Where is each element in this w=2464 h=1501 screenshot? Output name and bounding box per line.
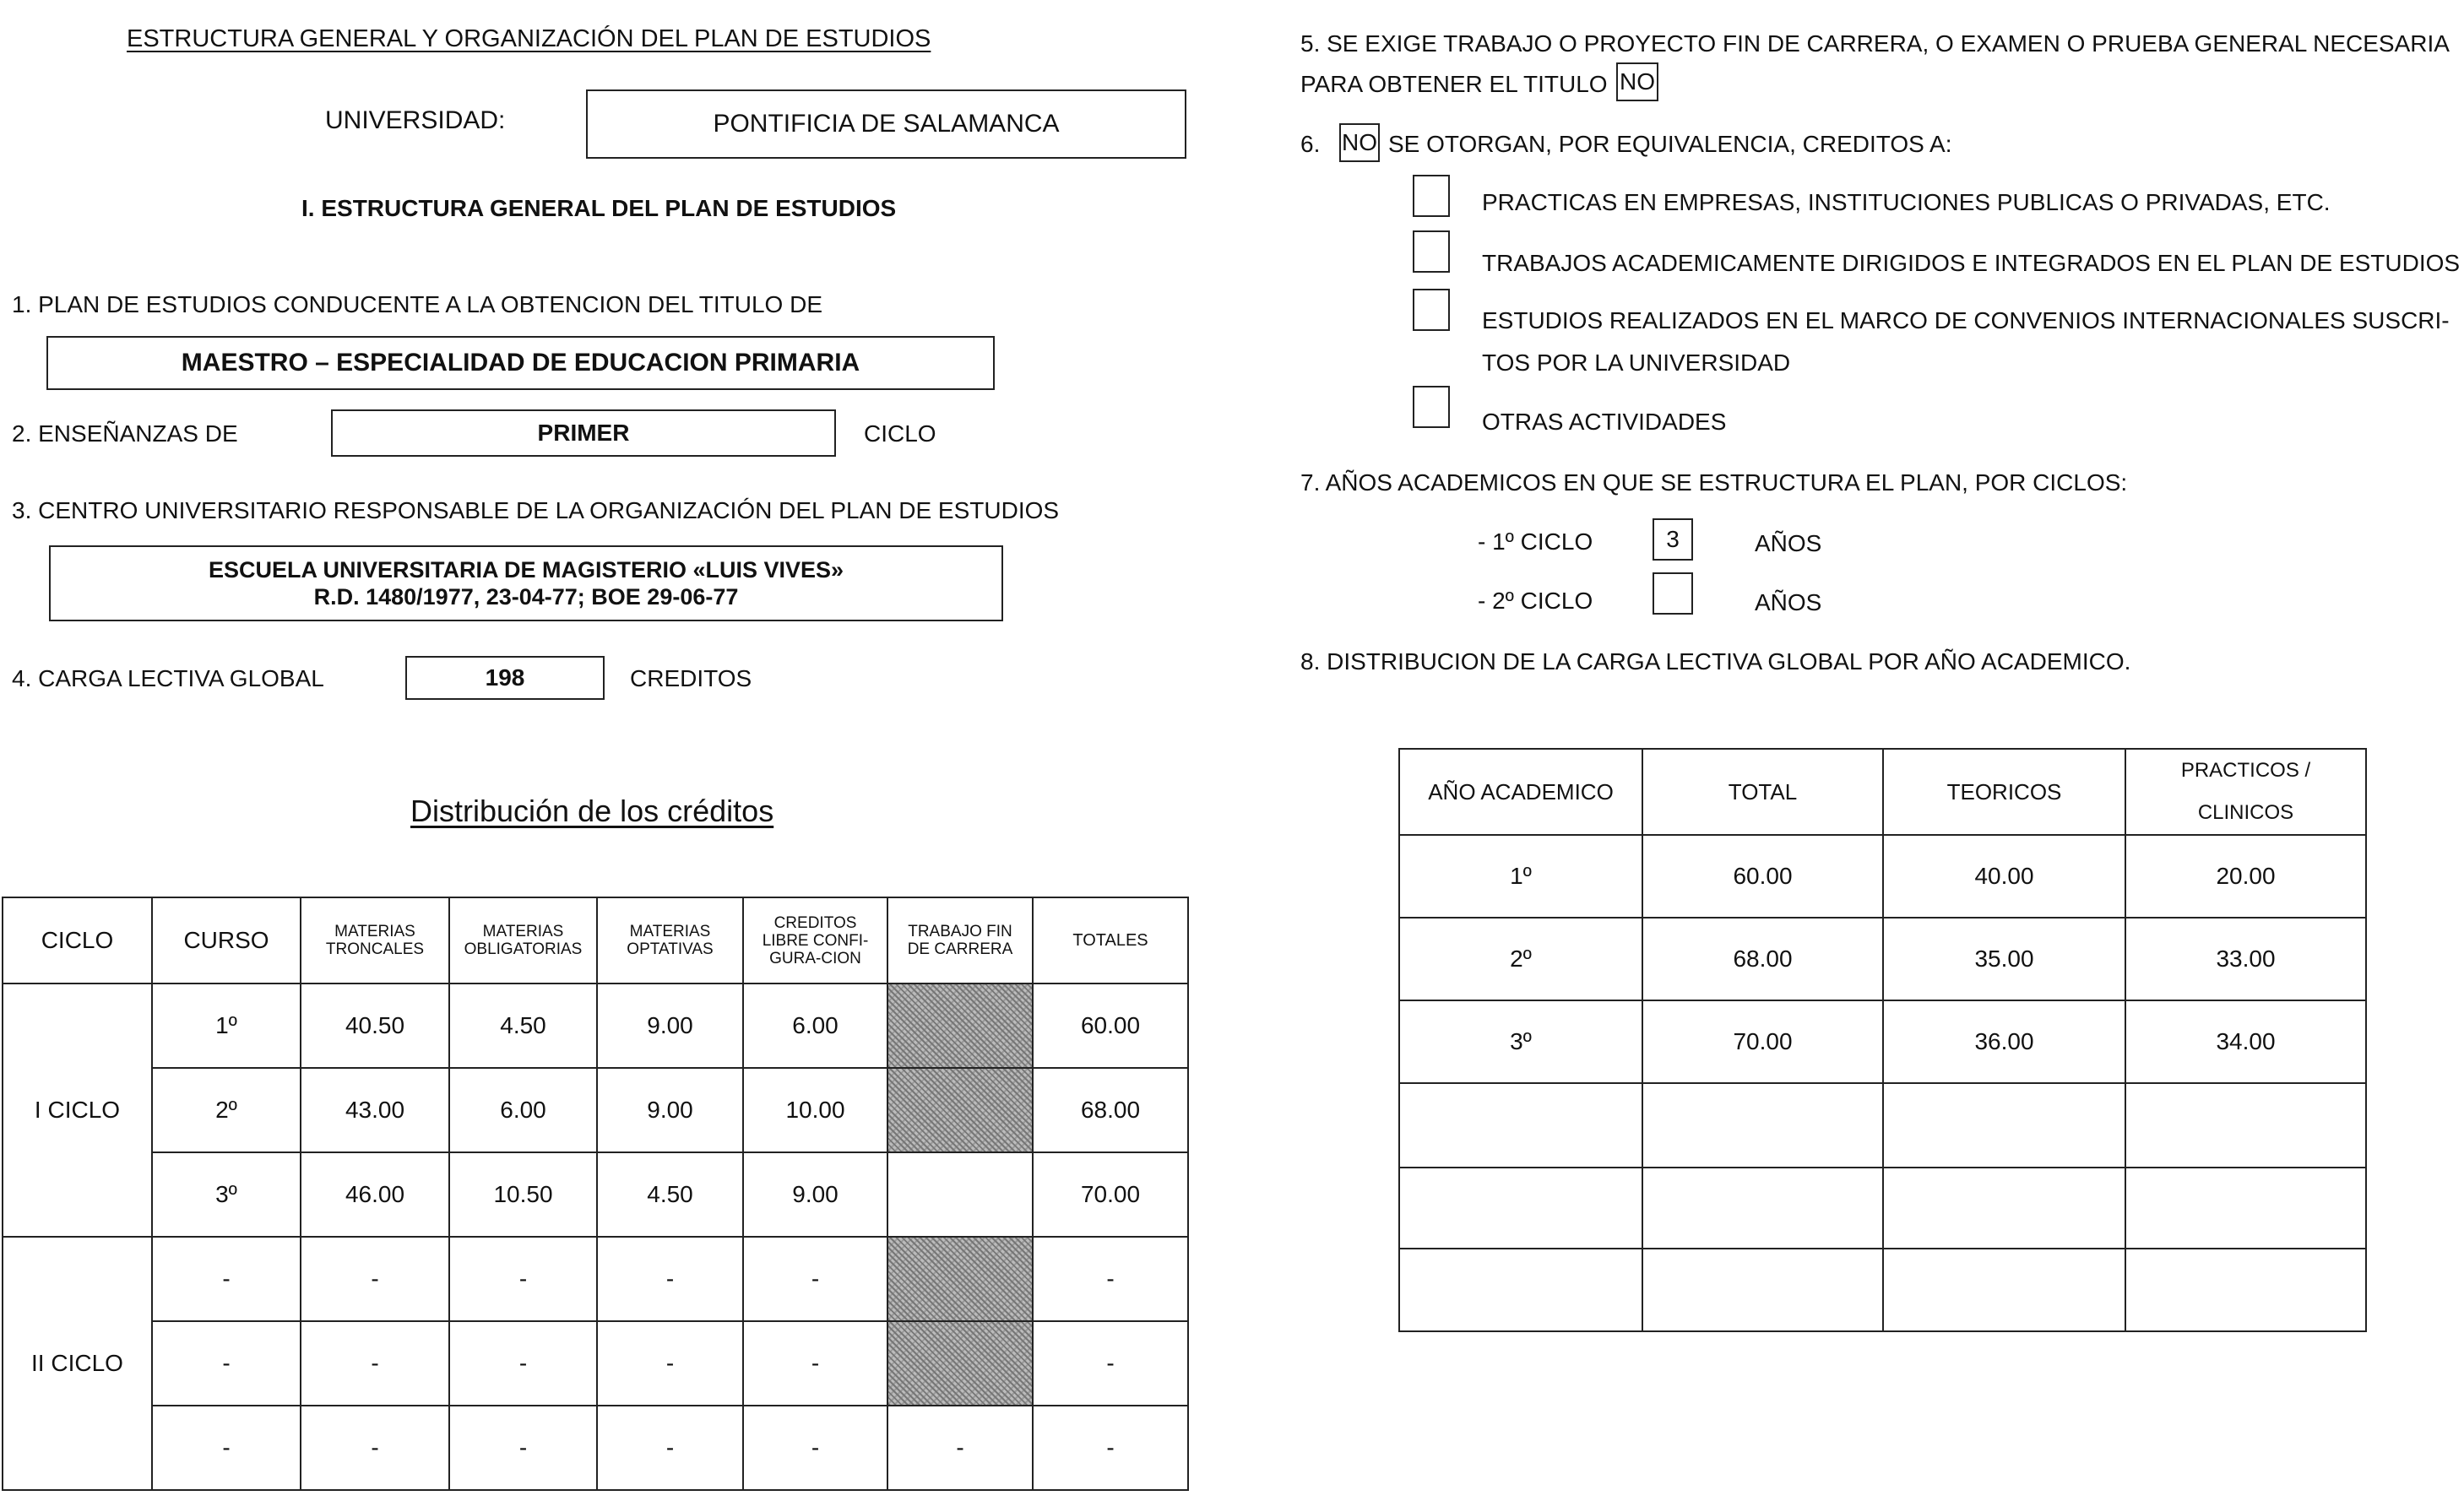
option-checkbox — [1413, 289, 1450, 331]
item2-label: 2. ENSEÑANZAS DE — [12, 420, 238, 447]
table-cell: - — [887, 1406, 1033, 1490]
ciclo2-label: II CICLO — [3, 1237, 152, 1490]
table-cell: - — [449, 1406, 597, 1490]
table-cell: - — [301, 1321, 449, 1406]
degree-title-value: MAESTRO – ESPECIALIDAD DE EDUCACION PRIMARIA — [181, 349, 860, 377]
annual-load-table — [1398, 748, 2367, 1332]
table-cell: - — [743, 1406, 887, 1490]
table-cell: 9.00 — [597, 1068, 743, 1152]
table-cell: - — [301, 1406, 449, 1490]
item5-answer: NO — [1620, 68, 1655, 95]
table-row — [3, 1237, 1188, 1321]
enseñanzas-value: PRIMER — [537, 420, 630, 446]
table-cell: - — [152, 1406, 301, 1490]
table-cell — [1399, 1249, 1642, 1331]
table-cell: 34.00 — [2125, 1000, 2366, 1083]
option-convenios-line1: ESTUDIOS REALIZADOS EN EL MARCO DE CONVENIOS INTERNACIONALES SUSCRI- — [1482, 307, 2450, 333]
table-cell: - — [1033, 1406, 1188, 1490]
table-cell — [2125, 1249, 2366, 1331]
table-cell: - — [597, 1406, 743, 1490]
enseñanzas-field — [331, 409, 836, 457]
ciclo2-years-box — [1653, 572, 1693, 615]
table-cell — [1399, 1168, 1642, 1249]
header-troncales: MATERIAS TRONCALES — [301, 897, 449, 984]
table-cell — [1883, 1168, 2125, 1249]
table-cell — [1883, 1249, 2125, 1331]
table-header-row — [3, 897, 1188, 984]
table-cell — [887, 1152, 1033, 1237]
option-practicas: PRACTICAS EN EMPRESAS, INSTITUCIONES PUBLICAS O PRIVADAS, ETC. — [1482, 189, 2331, 215]
carga-value: 198 — [485, 664, 525, 691]
table-cell: 10.00 — [743, 1068, 887, 1152]
shaded-cell — [887, 1068, 1033, 1152]
table-header-row — [1399, 749, 2366, 835]
table-cell: 4.50 — [449, 984, 597, 1068]
table-row — [1399, 1000, 2366, 1083]
header-ano-academico: AÑO ACADEMICO — [1399, 749, 1642, 835]
ciclo1-years-label: - 1º CICLO — [1478, 528, 1593, 555]
item1-label: 1. PLAN DE ESTUDIOS CONDUCENTE A LA OBTENCION DEL TITULO DE — [12, 291, 822, 317]
table-row — [3, 1068, 1188, 1152]
table-cell: 60.00 — [1642, 835, 1883, 918]
degree-title-field — [46, 336, 995, 390]
header-trabajo-fin-carrera: TRABAJO FIN DE CARRERA — [887, 897, 1033, 984]
header-optativas: MATERIAS OPTATIVAS — [597, 897, 743, 984]
option-checkbox — [1413, 230, 1450, 273]
university-field — [586, 89, 1186, 159]
table-cell: 33.00 — [2125, 918, 2366, 1000]
table-cell: 9.00 — [597, 984, 743, 1068]
item7-label: 7. AÑOS ACADEMICOS EN QUE SE ESTRUCTURA EL PLAN, POR CICLOS: — [1300, 469, 2128, 496]
table-cell — [1642, 1083, 1883, 1168]
table-cell: - — [597, 1237, 743, 1321]
item6-answer-box — [1339, 123, 1380, 162]
center-decree: R.D. 1480/1977, 23-04-77; BOE 29-06-77 — [313, 584, 739, 610]
item4-suffix: CREDITOS — [630, 665, 752, 691]
table-cell: 68.00 — [1642, 918, 1883, 1000]
header-teoricos: TEORICOS — [1883, 749, 2125, 835]
ciclo1-years-value: 3 — [1666, 526, 1680, 552]
table-cell: 9.00 — [743, 1152, 887, 1237]
table-cell: 20.00 — [2125, 835, 2366, 918]
table-cell: - — [301, 1237, 449, 1321]
table-cell: 10.50 — [449, 1152, 597, 1237]
ciclo2-years-unit: AÑOS — [1755, 589, 1822, 615]
option-otras: OTRAS ACTIVIDADES — [1482, 409, 1727, 435]
table-row — [3, 1406, 1188, 1490]
table-cell: 6.00 — [743, 984, 887, 1068]
table-cell: 36.00 — [1883, 1000, 2125, 1083]
item6-answer: NO — [1342, 129, 1377, 155]
table-cell: 40.50 — [301, 984, 449, 1068]
center-field — [49, 545, 1003, 621]
table-cell: 70.00 — [1642, 1000, 1883, 1083]
option-checkbox — [1413, 386, 1450, 428]
table-row — [1399, 835, 2366, 918]
table-cell: - — [152, 1321, 301, 1406]
university-label: UNIVERSIDAD: — [325, 106, 506, 134]
table-row — [1399, 1168, 2366, 1249]
table-cell — [1642, 1168, 1883, 1249]
table-cell: 3º — [1399, 1000, 1642, 1083]
item5-line1: 5. SE EXIGE TRABAJO O PROYECTO FIN DE CARRERA, O EXAMEN O PRUEBA GENERAL NECESARIA — [1300, 30, 2450, 57]
ciclo1-label: I CICLO — [3, 984, 152, 1237]
university-value: PONTIFICIA DE SALAMANCA — [713, 110, 1060, 138]
table-cell — [1642, 1249, 1883, 1331]
distribution-title: Distribución de los créditos — [410, 794, 774, 828]
option-convenios-line2: TOS POR LA UNIVERSIDAD — [1482, 350, 1791, 376]
table-cell: 68.00 — [1033, 1068, 1188, 1152]
table-cell: - — [449, 1237, 597, 1321]
table-cell: - — [449, 1321, 597, 1406]
table-row — [3, 1321, 1188, 1406]
table-cell: - — [743, 1237, 887, 1321]
table-cell: 60.00 — [1033, 984, 1188, 1068]
header-libre-configuracion: CREDITOS LIBRE CONFI- GURA-CION — [743, 897, 887, 984]
item8-label: 8. DISTRIBUCION DE LA CARGA LECTIVA GLOBAL POR AÑO ACADEMICO. — [1300, 648, 2131, 675]
table-cell — [2125, 1168, 2366, 1249]
table-cell: 40.00 — [1883, 835, 2125, 918]
table-row — [1399, 1083, 2366, 1168]
table-cell: 43.00 — [301, 1068, 449, 1152]
table-row — [3, 984, 1188, 1068]
table-cell: 3º — [152, 1152, 301, 1237]
table-cell: 6.00 — [449, 1068, 597, 1152]
shaded-cell — [887, 984, 1033, 1068]
table-cell — [1883, 1083, 2125, 1168]
header-totales: TOTALES — [1033, 897, 1188, 984]
section-title: I. ESTRUCTURA GENERAL DEL PLAN DE ESTUDIOS — [301, 195, 897, 221]
table-cell: - — [1033, 1321, 1188, 1406]
table-cell: - — [152, 1237, 301, 1321]
center-name: ESCUELA UNIVERSITARIA DE MAGISTERIO «LUIS VIVES» — [208, 557, 844, 583]
table-cell: 1º — [152, 984, 301, 1068]
item4-label: 4. CARGA LECTIVA GLOBAL — [12, 665, 324, 691]
header-ciclo: CICLO — [3, 897, 152, 984]
table-cell: - — [597, 1321, 743, 1406]
table-cell: 46.00 — [301, 1152, 449, 1237]
header-curso: CURSO — [152, 897, 301, 984]
document-title: ESTRUCTURA GENERAL Y ORGANIZACIÓN DEL PLAN DE ESTUDIOS — [127, 25, 931, 52]
carga-field — [405, 656, 605, 700]
table-cell: - — [1033, 1237, 1188, 1321]
credits-distribution-table — [2, 897, 1189, 1491]
item5-line2: PARA OBTENER EL TITULO — [1300, 71, 1608, 97]
table-row — [1399, 918, 2366, 1000]
table-cell: 2º — [1399, 918, 1642, 1000]
table-cell: 1º — [1399, 835, 1642, 918]
ciclo1-years-unit: AÑOS — [1755, 530, 1822, 556]
table-cell: - — [743, 1321, 887, 1406]
item5-answer-box — [1616, 62, 1658, 101]
header-total: TOTAL — [1642, 749, 1883, 835]
ciclo1-years-box — [1653, 518, 1693, 561]
table-cell: 35.00 — [1883, 918, 2125, 1000]
item6-number: 6. — [1300, 131, 1321, 157]
table-cell: 4.50 — [597, 1152, 743, 1237]
header-practicos-clinicos: PRACTICOS / CLINICOS — [2125, 749, 2366, 835]
shaded-cell — [887, 1321, 1033, 1406]
table-cell: 2º — [152, 1068, 301, 1152]
option-checkbox — [1413, 175, 1450, 217]
shaded-cell — [887, 1237, 1033, 1321]
table-cell: 70.00 — [1033, 1152, 1188, 1237]
item2-suffix: CICLO — [864, 420, 936, 447]
header-obligatorias: MATERIAS OBLIGATORIAS — [449, 897, 597, 984]
table-cell — [2125, 1083, 2366, 1168]
table-row — [1399, 1249, 2366, 1331]
item3-label: 3. CENTRO UNIVERSITARIO RESPONSABLE DE LA ORGANIZACIÓN DEL PLAN DE ESTUDIOS — [12, 497, 1060, 523]
table-row — [3, 1152, 1188, 1237]
table-cell — [1399, 1083, 1642, 1168]
item6-label: SE OTORGAN, POR EQUIVALENCIA, CREDITOS A: — [1388, 131, 1952, 157]
option-trabajos: TRABAJOS ACADEMICAMENTE DIRIGIDOS E INTEGRADOS EN EL PLAN DE ESTUDIOS — [1482, 250, 2461, 276]
ciclo2-years-label: - 2º CICLO — [1478, 588, 1593, 614]
